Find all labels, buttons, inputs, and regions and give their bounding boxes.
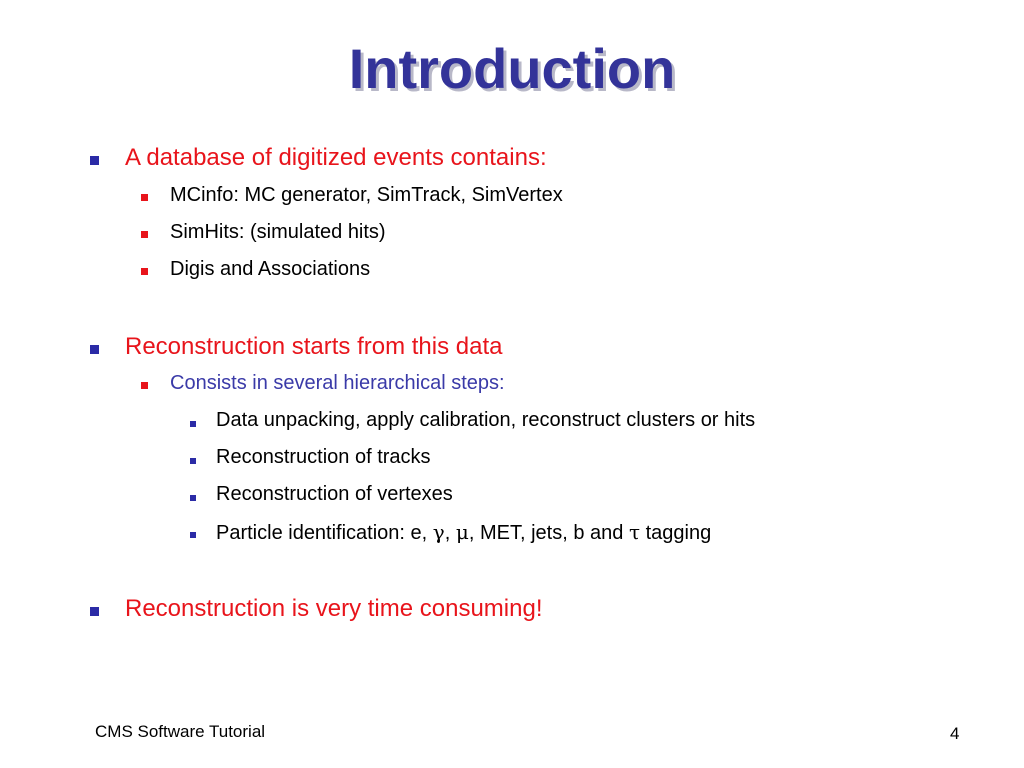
bullet-square-icon	[90, 156, 99, 165]
bullet-text-level1: Reconstruction is very time consuming!	[125, 595, 543, 622]
gamma-symbol: γ	[432, 520, 445, 544]
bullet-text-level3: Reconstruction of tracks	[216, 446, 431, 468]
bullet-text-level2: SimHits: (simulated hits)	[170, 221, 386, 243]
bullet-square-icon	[141, 194, 148, 201]
bullet-text-level3: Reconstruction of vertexes	[216, 483, 453, 505]
bullet-square-icon	[190, 458, 196, 464]
bullet-text-level1: Reconstruction starts from this data	[125, 333, 503, 360]
bullet-square-icon	[90, 345, 99, 354]
slide-title: Introduction	[348, 37, 676, 100]
particle-id-prefix: Particle identification: e,	[216, 522, 433, 544]
bullet-text-level2: Consists in several hierarchical steps:	[170, 372, 505, 394]
bullet-square-icon	[90, 607, 99, 616]
page-number: 4	[950, 724, 960, 743]
bullet-square-icon	[190, 495, 196, 501]
bullet-text-level2: Digis and Associations	[170, 258, 371, 280]
particle-id-suffix: tagging	[640, 522, 712, 544]
particle-id-middle: , MET, jets, b and	[468, 522, 629, 544]
bullet-text-level3-particle-id	[216, 520, 711, 545]
comma-text: ,	[444, 522, 456, 544]
bullet-square-icon	[190, 421, 196, 427]
bullet-square-icon	[190, 532, 196, 538]
bullet-square-icon	[141, 231, 148, 238]
tau-symbol: τ	[628, 520, 641, 544]
bullet-text-level1: A database of digitized events contains:	[125, 144, 547, 171]
mu-symbol: μ	[455, 520, 469, 544]
footer-title: CMS Software Tutorial	[95, 722, 266, 741]
bullet-square-icon	[141, 382, 148, 389]
bullet-text-level3: Data unpacking, apply calibration, reconstruct clusters or hits	[216, 409, 756, 431]
bullet-text-level2: MCinfo: MC generator, SimTrack, SimVertex	[170, 184, 563, 206]
bullet-square-icon	[141, 268, 148, 275]
